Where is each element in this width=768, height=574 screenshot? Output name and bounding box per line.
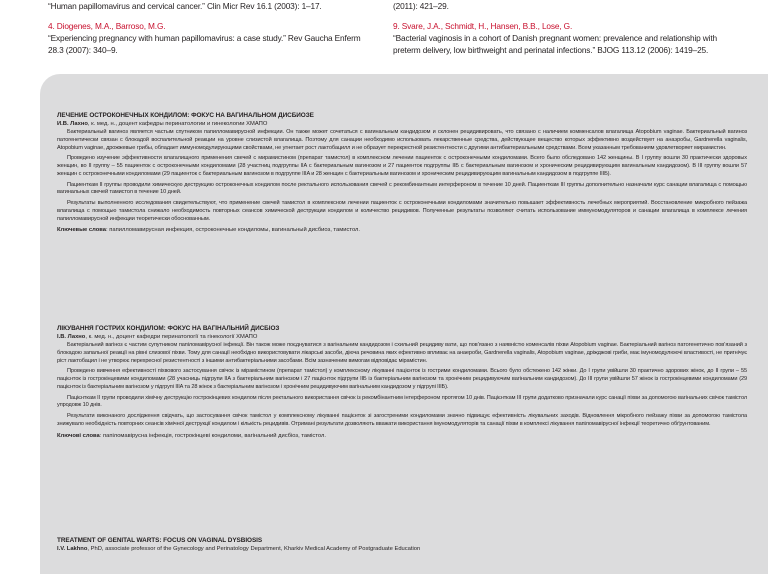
abstract-author — [57, 333, 747, 342]
reference-text: “Bacterial vaginosis in a cohort of Danish pregnant women: prevalence and relationship with preterm delivery, low birthweight and perinatal infections.” BJOG 113.12 (2006): 1419–25. — [393, 33, 717, 55]
keywords-list: : папилломавирусная инфекция, остроконечные кондиломы, вагинальный дисбиоз, тамистол. — [105, 227, 361, 234]
author-affiliation: , к. мед. н., доцент кафедри перинатології та гінекології ХМАПО — [85, 334, 258, 340]
abstract-author — [57, 120, 747, 129]
abstracts-panel — [40, 74, 768, 574]
abstract-paragraph: Проведено вивчення ефективності піхвового застосування свічок із мірамістином (препарат тамістол) у комплексному лікуванні пацієнток із гострими кондиломами. Всього було обстежено 142 жінки. До I групи увійшли 30 практично здорових жінок, до II групи – 55 пацієнток із гострокінцевими кондиломами (28 учасниць підгрупи IIA з бактеріальним вагінозом і 27 пацієнток підгрупи IIБ із бактеріальним вагінозом та хронічним рецидивуючим вагінальним кандидозом). До III групи увійшли 57 жінок із гострокінцевими кондиломами (29 пацієнток із бактеріальним вагінозом у підгрупі IIIA та 28 жінок з бактеріальним вагінозом і хронічним рецидивуючим вагінальним кандидозом у підгрупі IIIБ). — [57, 368, 747, 390]
reference-item — [393, 20, 738, 56]
reference-authors: Diogenes, M.A., Barroso, M.G. — [56, 21, 166, 31]
abstract-paragraph: Результати виконаного дослідження свідчать, що застосування свічок тамістол у комплексному лікуванні пацієнток зі загостреними кондиломами значно підвищує ефективність лікувальних заходів. Відновлення мікробного пейзажу піхви за допомогою тамістола знижувало необхідність повторних сеансів хімічної деструкції кондилом і кількість рецидивів. Отримані результати дозволяють вважати використання імуномодуляторів та санації піхви в комплексі лікування папіломавірусної інфекції теоретично обґрунтованим. — [57, 413, 747, 427]
author-affiliation: , к. мед. н., доцент кафедры перинатологии и гинекологии ХМАПО — [87, 121, 268, 127]
abstract-keywords — [57, 432, 747, 440]
abstract-paragraph: Пациенткам II группы проводили химическую деструкцию остроконечных кондилом после ректального использования свечей с рекомбинантным интерфероном в течение 10 дней. Пациенткам III группы дополнительно назначали курс санации влагалища с помощью вагинальных свечей тамистол в течение 10 дней. — [57, 181, 747, 196]
abstract-ukrainian — [57, 324, 747, 440]
abstract-english — [57, 536, 747, 554]
reference-continuation-right: (2011): 421–29. — [393, 1, 449, 11]
author-name: И.В. Лахно — [57, 121, 88, 127]
abstract-title: ЛЕЧЕНИЕ ОСТРОКОНЕЧНЫХ КОНДИЛОМ: ФОКУС НА ВАГИНАЛЬНОМ ДИСБИОЗЕ — [57, 112, 314, 119]
reference-text: “Experiencing pregnancy with human papillomavirus: a case study.” Rev Gaucha Enferm 28.3 (2007): 340–9. — [48, 33, 361, 55]
keywords-list: : папіломавірусна інфекція, гострокінцеві кондиломи, вагінальний дисбіоз, тамістол. — [99, 432, 326, 439]
abstract-paragraph: Проведено изучение эффективности влагалищного применения свечей с мирамистином (препарат тамистол) в комплексном лечении пациенток с остроконечными кондиломами. Всего было обследовано 142 женщины. В I группу вошли 30 практически здоровых женщин, во II группу – 55 пациенток с остроконечными кондиломами (28 участниц подгруппы IIA с бактериальным вагинозом и 27 пациенток подгруппы IIБ с бактериальным вагинозом и хроническим рецидивирующим вагинальным кандидозом). В III группу вошли 57 женщин с остроконечными кондиломами (29 пациенток с бактериальным вагинозом в подгруппе IIIA и 28 женщин с бактериальным вагинозом и хроническим рецидивирующим вагинальным кандидозом в подгруппе IIIБ). — [57, 155, 747, 177]
reference-item — [48, 20, 378, 56]
abstract-paragraph: Результаты выполненного исследования свидетельствуют, что применение свечей тамистол в комплексном лечении пациенток с остроконечными кондиломами значительно повышает эффективность лечебных мероприятий. Восстановление микробного пейзажа влагалища с помощью тамистола снижало необходимость повторных сеансов химической деструкции кондилом и количество рецидивов. Полученные результаты позволяют считать использование иммуномодуляторов и санации влагалища в комплексе лечения папилломавирусной инфекции теоретически обоснованным. — [57, 200, 747, 222]
abstract-paragraph: Бактеріальний вагіноз є частим супутником папіломавірусної інфекції. Він також може поєднуватися з вагінальним кандидозом і схильний рецидиву вати, що пов’язано з наявністю коменсалів піхви Atopobium vaginae. Бактеріальний вагіноз патогенетично пов’язаний з блокадою запальної реакції на рівні слизової піхви. Тому для санації необхідно використовувати лікарські засоби, діюча речовина яких ефективно впливає на анаероби, Gardnerella vaginalis, Atopobium vaginae, дріжджові гриби, має імуномодулюючі властивості, не пригнічує ріст лактобацил і не утворює перехресної резистентності з іншими антибактеріальними засобами. Всім зазначеним вимогам відповідає мірамістин. — [57, 342, 747, 364]
author-name: I.V. Lakhno — [57, 546, 88, 552]
author-name: І.В. Лахно — [57, 334, 86, 340]
author-affiliation: , PhD, associate professor of the Gynecology and Perinatology Department, Kharkiv Medical Academy of Postgraduate Education — [87, 546, 421, 552]
abstract-keywords — [57, 226, 747, 234]
abstract-author — [57, 545, 747, 554]
abstract-title: ЛІКУВАННЯ ГОСТРИХ КОНДИЛОМ: ФОКУС НА ВАГІНАЛЬНИЙ ДИСБІОЗ — [57, 325, 280, 332]
reference-continuation-left: “Human papillomavirus and cervical cancer.” Clin Micr Rev 16.1 (2003): 1–17. — [48, 1, 322, 11]
reference-authors: Svare, J.A., Schmidt, H., Hansen, B.B., Lose, G. — [401, 21, 573, 31]
abstract-russian — [57, 111, 747, 234]
abstract-paragraph: Пацієнткам II групи проводили хімічну деструкцію гострокінцевих кондилом після ректального використання свічок із рекомбінантним інтерфероном протягом 10 днів. Пацієнткам III групи додатково призначали курс санації піхви за допомогою вагінальних свічок тамістол упродовж 10 днів. — [57, 394, 747, 409]
references-section — [0, 0, 768, 72]
reference-number: 4. — [48, 21, 55, 31]
abstract-title: TREATMENT OF GENITAL WARTS: FOCUS ON VAGINAL DYSBIOSIS — [57, 537, 263, 544]
keywords-label: Ключові слова — [57, 432, 100, 439]
keywords-label: Ключевые слова — [57, 227, 106, 234]
abstract-paragraph: Бактериальный вагиноз является частым спутником папилломавирусной инфекции. Он также может сочетаться с вагинальным кандидозом и склонен рецидивировать, что связано с наличием комменсалов влагалища Atopobium vaginae. Бактериальный вагиноз патогенетически связан с блокадой воспалительной реакции на уровне слизистой влагалища. Поэтому для санации необходимо использовать лекарственные средства, действующее вещество которых эффективно воздействует на анаэробы, Gardnerella vaginalis, Atopobium vaginae, дрожжевые грибы, обладает иммуномодулирующими свойствами, не угнетает рост лактобацилл и не образует перекрестной резистентности с другими антибактериальными средствами. Всем указанным требованиям удовлетворяет мирамистин. — [57, 129, 747, 151]
reference-number: 9. — [393, 21, 400, 31]
